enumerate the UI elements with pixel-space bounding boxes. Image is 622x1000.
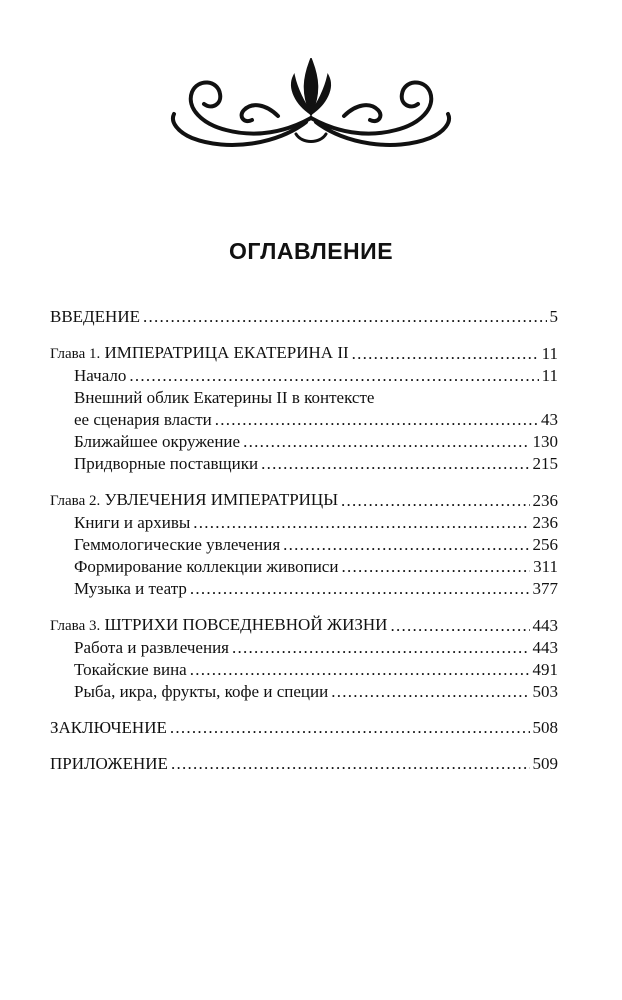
toc-entry-section[interactable] — [50, 534, 558, 556]
leader-dots — [193, 512, 529, 534]
toc-entry-page: 236 — [532, 513, 558, 532]
fleur-scroll-ornament-icon — [166, 58, 456, 158]
leader-dots — [352, 343, 539, 365]
toc-entry-section[interactable] — [50, 578, 558, 600]
toc-entry-label: Работа и развлечения — [74, 638, 229, 657]
toc-entry-page: 311 — [533, 557, 558, 576]
leader-dots — [341, 556, 530, 578]
leader-dots — [243, 431, 529, 453]
leader-dots — [232, 637, 530, 659]
chapter-prefix: Глава 3. — [50, 618, 101, 634]
toc-chapter-1-group — [50, 342, 558, 475]
toc-intro-group — [50, 306, 558, 328]
toc-entry-label-line-1: Внешний облик Екатерины II в контексте — [74, 388, 375, 407]
toc-entry-label: ВВЕДЕНИЕ — [50, 307, 140, 326]
toc-entry-label: ЗАКЛЮЧЕНИЕ — [50, 718, 167, 737]
toc-entry-section[interactable] — [50, 637, 558, 659]
toc-entry-page: 236 — [532, 491, 558, 510]
toc-entry-page: 508 — [532, 718, 558, 737]
toc-entry-label: ПРИЛОЖЕНИЕ — [50, 754, 168, 773]
leader-dots — [171, 753, 530, 775]
toc-entry-label: Начало — [74, 366, 127, 385]
toc-entry-page: 509 — [532, 754, 558, 773]
toc-chapter-3-group — [50, 614, 558, 703]
leader-dots — [341, 490, 529, 512]
toc-entry-chapter-3[interactable] — [50, 614, 558, 637]
toc-entry-label: Формирование коллекции живописи — [74, 557, 339, 576]
leader-dots — [283, 534, 529, 556]
leader-dots — [331, 681, 529, 703]
toc-entry-label — [50, 342, 349, 365]
toc-entry-page: 443 — [532, 638, 558, 657]
chapter-prefix: Глава 1. — [50, 346, 101, 362]
leader-dots — [190, 578, 530, 600]
toc-entry-page: 11 — [541, 344, 558, 363]
toc-entry-section[interactable] — [50, 659, 558, 681]
toc-entry-label: Рыба, икра, фрукты, кофе и специи — [74, 682, 329, 701]
leader-dots — [190, 659, 530, 681]
toc-entry-section[interactable] — [50, 431, 558, 453]
toc-entry-label-line-2: ее сценария власти — [74, 410, 212, 429]
chapter-title: ИМПЕРАТРИЦА ЕКАТЕРИНА II — [104, 343, 349, 362]
toc-entry-label — [50, 614, 387, 637]
toc-entry-section[interactable] — [50, 512, 558, 534]
toc-entry-label: Геммологические увлечения — [74, 535, 281, 554]
toc-entry-page: 256 — [532, 535, 558, 554]
leader-dots — [390, 615, 529, 637]
toc-entry-page: 491 — [532, 660, 558, 679]
toc-entry-section[interactable] — [50, 556, 558, 578]
table-of-contents — [50, 306, 558, 789]
toc-entry-page: 11 — [541, 366, 558, 385]
toc-entry-conclusion[interactable] — [50, 717, 558, 739]
chapter-title: УВЛЕЧЕНИЯ ИМПЕРАТРИЦЫ — [104, 490, 339, 509]
toc-entry-section[interactable] — [50, 681, 558, 703]
toc-entry-chapter-2[interactable] — [50, 489, 558, 512]
toc-entry-label: Музыка и театр — [74, 579, 187, 598]
toc-entry-page: 5 — [549, 307, 558, 326]
toc-entry-label: Ближайшее окружение — [74, 432, 241, 451]
toc-entry-page: 215 — [532, 454, 558, 473]
leader-dots — [170, 717, 530, 739]
toc-entry-section[interactable] — [50, 365, 558, 387]
chapter-title: ШТРИХИ ПОВСЕДНЕВНОЙ ЖИЗНИ — [104, 615, 388, 634]
toc-chapter-2-group — [50, 489, 558, 600]
toc-entry-page: 503 — [532, 682, 558, 701]
toc-entry-label: Книги и архивы — [74, 513, 191, 532]
page-title: ОГЛАВЛЕНИЕ — [228, 238, 394, 264]
toc-entry-section-multiline[interactable] — [50, 387, 558, 431]
toc-entry-section[interactable] — [50, 453, 558, 475]
leader-dots — [143, 306, 547, 328]
toc-entry-label — [50, 489, 338, 512]
toc-entry-label: Придворные поставщики — [74, 454, 259, 473]
toc-conclusion-group — [50, 717, 558, 739]
leader-dots — [215, 409, 538, 431]
leader-dots — [129, 365, 538, 387]
toc-entry-page: 377 — [532, 579, 558, 598]
toc-entry-page: 443 — [532, 616, 558, 635]
toc-entry-section — [74, 409, 558, 431]
toc-entry-intro[interactable] — [50, 306, 558, 328]
toc-entry-label: Токайские вина — [74, 660, 187, 679]
toc-entry-appendix[interactable] — [50, 753, 558, 775]
toc-appendix-group — [50, 753, 558, 775]
leader-dots — [261, 453, 529, 475]
toc-entry-page: 43 — [541, 410, 558, 429]
toc-entry-page: 130 — [532, 432, 558, 451]
chapter-prefix: Глава 2. — [50, 493, 101, 509]
toc-entry-chapter-1[interactable] — [50, 342, 558, 365]
